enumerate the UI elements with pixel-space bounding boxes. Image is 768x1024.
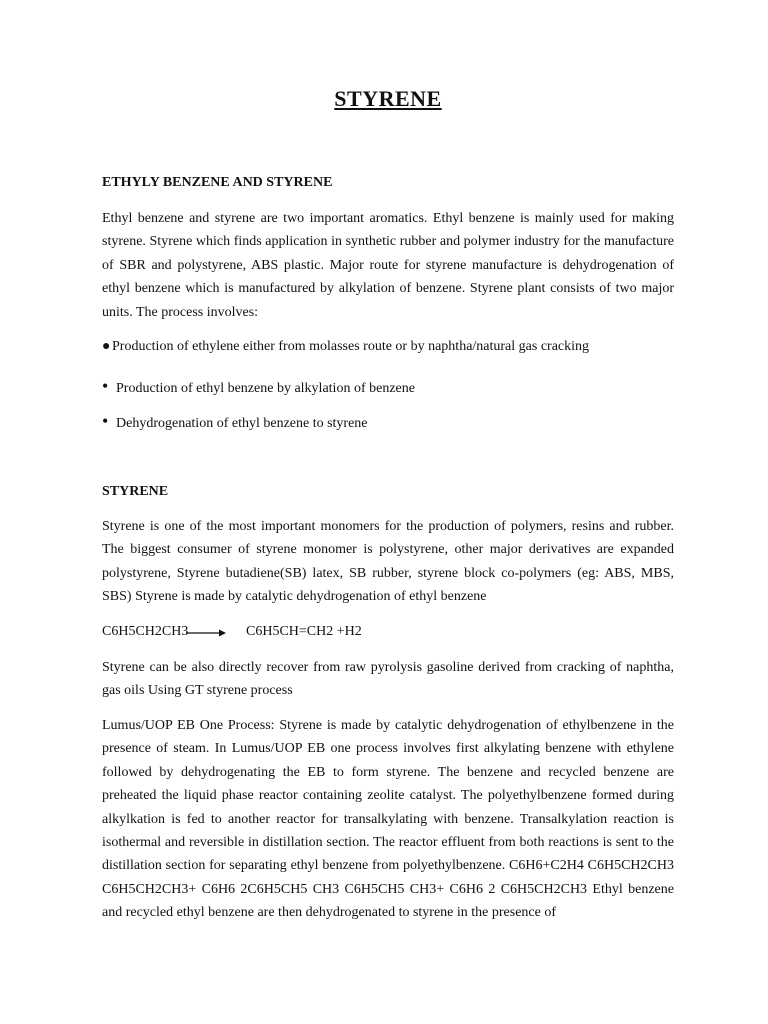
intro-paragraph: Ethyl benzene and styrene are two important aromatics. Ethyl benzene is mainly used for making styrene. Styrene which finds application in synthetic rubber and polymer industry for the manufacture of SBR and polystyrene, ABS plastic. Major route for styrene manufacture is dehydrogenation of ethyl benzene which is manufactured by alkylation of benzene. Styrene plant consists of two major units. The process involves:	[102, 211, 674, 320]
bullet-dot-icon: •	[102, 411, 109, 431]
lumus-process-paragraph: Lumus/UOP EB One Process: Styrene is made by catalytic dehydrogenation of ethylbenzene in the presence of steam. In Lumus/UOP EB one process involves first alkylating benzene with ethylene followed by dehydrogenating the EB to form styrene. The benzene and recycled benzene are preheated the liquid phase reactor containing zeolite catalyst. The polyethylbenzene formed during alkylkation is fed to another reactor for transalkylating with benzene. Transalkylation reaction is isothermal and reversible in distillation section. The reactor effluent from both reactions is sent to the distillation section for separating ethyl benzene from polyethylbenzene. C6H6+C2H4 C6H5CH2CH3 C6H5CH2CH3+ C6H6 2C6H5CH5 CH3 C6H5CH5 CH3+ C6H6 2 C6H5CH2CH3 Ethyl benzene and recycled ethyl benzene are then dehydrogenated to styrene in the presence of	[102, 718, 674, 921]
page-title: STYRENE	[334, 86, 442, 111]
styrene-paragraph: Styrene is one of the most important monomers for the production of polymers, resins and rubber. The biggest consumer of styrene monomer is polystyrene, other major derivatives are expanded polystyrene, Styrene butadiene(SB) latex, SB rubber, styrene block co-polymers (eg: ABS, MBS, SBS) Styrene is made by catalytic dehydrogenation of ethyl benzene	[102, 519, 674, 605]
bullet-dot-icon: •	[102, 376, 109, 396]
bullet-item	[102, 376, 415, 397]
equation-reactant: C6H5CH2CH3	[102, 624, 189, 639]
equation-product: C6H5CH=CH2 +H2	[246, 624, 362, 639]
bullet-item	[102, 411, 368, 432]
bullet-text: Production of ethylene either from molasses route or by naphtha/natural gas cracking	[112, 339, 590, 354]
section-heading-ethyl-benzene: ETHYLY BENZENE AND STYRENE	[102, 175, 333, 190]
bullet-dot-icon: ●	[102, 339, 111, 354]
pyrolysis-paragraph: Styrene can be also directly recover from raw pyrolysis gasoline derived from cracking of naphtha, gas oils Using GT styrene process	[102, 660, 674, 699]
reaction-arrow-icon	[186, 628, 226, 638]
bullet-text: Dehydrogenation of ethyl benzene to styrene	[116, 416, 368, 431]
bullet-text: Production of ethyl benzene by alkylation of benzene	[116, 381, 415, 396]
bullet-item	[102, 339, 589, 355]
section-heading-styrene: STYRENE	[102, 484, 169, 499]
